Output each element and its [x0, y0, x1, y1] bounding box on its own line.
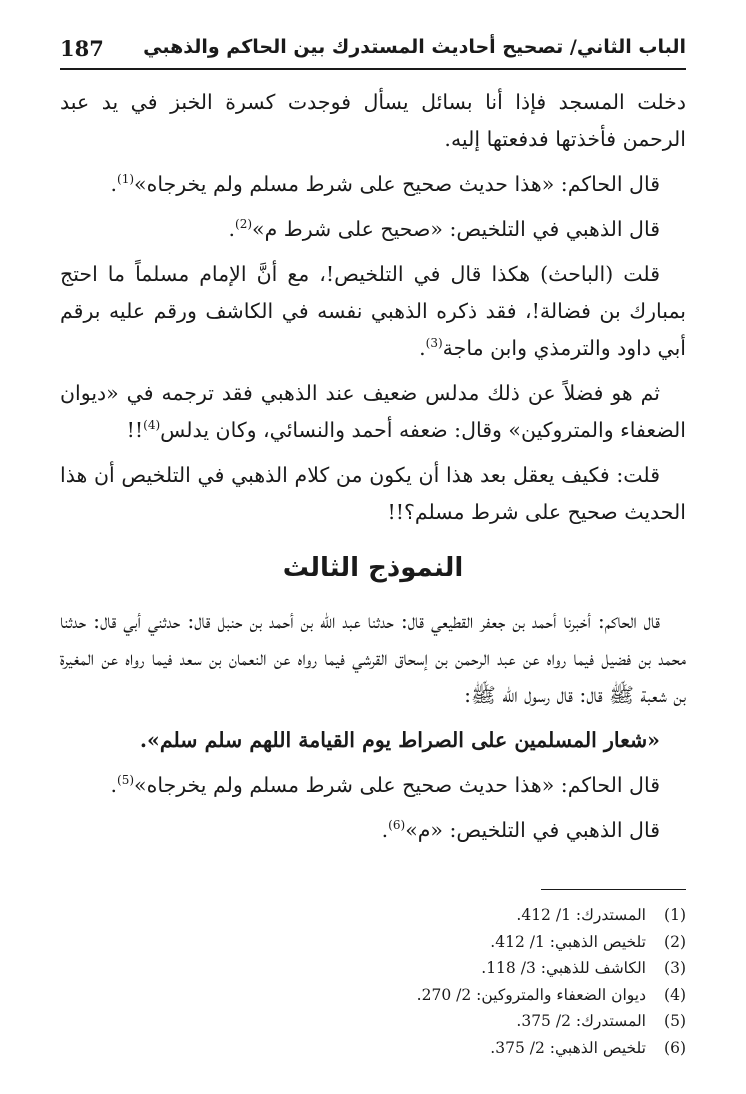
- paragraph-4: قلت (الباحث) هكذا قال في التلخيص!، مع أنَّ الإمام مسلماً ما احتج بمبارك بن فضالة!، فقد ذكره الذهبي نفسه في الكاشف ورقم عليه برقم أبي داود والترمذي وابن ماجة$^{(3)}$.: [60, 262, 686, 360]
- running-header: [60, 28, 686, 70]
- paragraph-7: قال الحاكم: أخبرنا أحمد بن جعفر القطيعي قال: حدثنا عبد الله بن أحمد بن حنبل قال: حدثني أبي قال: حدثنا محمد بن فضيل فيما رواه عن عبد الرحمن بن إسحاق القرشي فيما رواه عن النعمان بن سعد فيما رواه عن المغيرة بن شعبة ﷺ قال: قال رسول الله ﷺ:: [60, 609, 686, 707]
- footnote-item: [60, 1035, 686, 1062]
- footnote-number: (5): [664, 1012, 686, 1030]
- main-text: [60, 84, 686, 1061]
- paragraph-2-text: قال الحاكم: «هذا حديث صحيح على شرط مسلم ولم يخرجاه»: [134, 172, 660, 196]
- footnotes: [60, 902, 686, 1061]
- paragraph-5-tail: !!: [126, 418, 144, 442]
- footnote-ref-1[interactable]: (1): [117, 172, 135, 187]
- paragraph-8: قال الحاكم: «هذا حديث صحيح على شرط مسلم ولم يخرجاه»$^{(5)}$.: [110, 773, 660, 797]
- paragraph-5: [60, 375, 686, 449]
- footnote-item: [60, 982, 686, 1009]
- footnote-item: [60, 929, 686, 956]
- footnote-number: (3): [664, 959, 686, 977]
- footnote-ref-5[interactable]: (5): [117, 773, 135, 788]
- footnote-item: [60, 1008, 686, 1035]
- footnote-ref-3[interactable]: (3): [425, 336, 443, 351]
- footnote-number: (4): [664, 985, 686, 1004]
- paragraph-9: قال الذهبي في التلخيص: «م»$^{(6)}$.: [381, 818, 660, 842]
- footnote-text: المستدرك: 1/ 412.: [516, 906, 646, 924]
- footnote-text: ديوان الضعفاء والمتروكين: 2/ 270.: [416, 985, 646, 1004]
- footnote-item: [60, 902, 686, 929]
- footnote-number: (2): [664, 932, 686, 951]
- paragraph-4-text: قلت (الباحث) هكذا قال في التلخيص!، مع أنَّ الإمام مسلماً ما احتج بمبارك بن فضالة!، فقد ذكره الذهبي نفسه في الكاشف ورقم عليه برقم أبي داود والترمذي وابن ماجة: [60, 262, 686, 360]
- footnote-number: (6): [664, 1038, 686, 1057]
- footnote-text: تلخيص الذهبي: 1/ 412.: [490, 932, 646, 951]
- footnote-text: المستدرك: 2/ 375.: [516, 1012, 646, 1030]
- hadith-text: «شعار المسلمين على الصراط يوم القيامة اللهم سلم سلم».: [139, 728, 660, 752]
- footnote-ref-4[interactable]: (4): [143, 418, 161, 433]
- footnote-text: تلخيص الذهبي: 2/ 375.: [490, 1038, 646, 1057]
- paragraph-1: دخلت المسجد فإذا أنا بسائل يسأل فوجدت كسرة الخبز في يد عبد الرحمن فأخذتها فدفعتها إليه.: [60, 90, 686, 151]
- header-title: الباب الثاني/ تصحيح أحاديث المستدرك بين الحاكم والذهبي: [143, 36, 686, 58]
- paragraph-3: قال الذهبي في التلخيص: «صحيح على شرط م»$^{(2)}$.: [228, 217, 660, 241]
- footnote-divider: [541, 889, 686, 890]
- paragraph-3-text: قال الذهبي في التلخيص: «صحيح على شرط م»: [252, 217, 660, 241]
- section-title: النموذج الثالث: [282, 553, 464, 583]
- footnote-ref-2[interactable]: (2): [235, 217, 253, 232]
- footnote-item: [60, 955, 686, 982]
- paragraph-6: قلت: فكيف يعقل بعد هذا أن يكون من كلام الذهبي في التلخيص أن هذا الحديث صحيح على شرط مسلم؟!!: [60, 463, 686, 524]
- paragraph-8-text: قال الحاكم: «هذا حديث صحيح على شرط مسلم ولم يخرجاه»: [134, 773, 660, 797]
- paragraph-9-text: قال الذهبي في التلخيص: «م»: [405, 818, 660, 842]
- paragraph-5-text: ثم هو فضلاً عن ذلك مدلس ضعيف عند الذهبي فقد ترجمه في «ديوان الضعفاء والمتروكين» وقال: ضعفه أحمد والنسائي، وكان يدلس: [60, 381, 686, 442]
- page: [60, 28, 686, 1078]
- page-number: 187: [60, 36, 104, 61]
- footnote-ref-6[interactable]: (6): [388, 818, 406, 833]
- footnote-text: الكاشف للذهبي: 3/ 118.: [481, 959, 646, 977]
- footnote-number: (1): [664, 906, 686, 924]
- paragraph-2: قال الحاكم: «هذا حديث صحيح على شرط مسلم ولم يخرجاه»$^{(1)}$.: [110, 172, 660, 196]
